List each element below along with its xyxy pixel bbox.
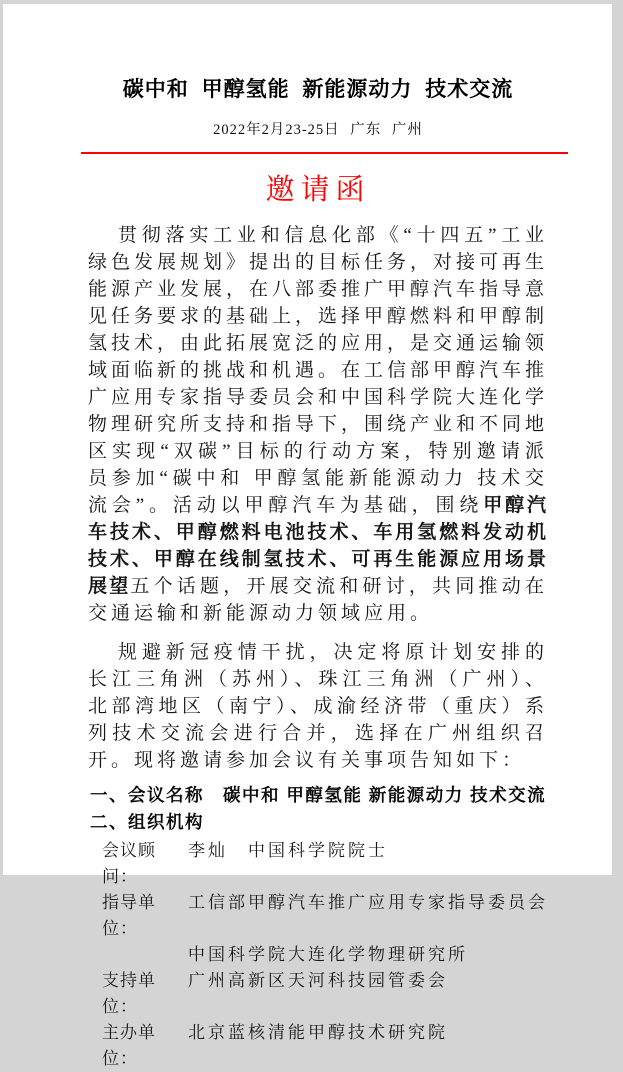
org-label: 指导单位： bbox=[102, 893, 156, 938]
date-location: 2022年2月23-25日 广东 广州 bbox=[213, 122, 423, 138]
org-value: 广州高新区天河科技园管委会 bbox=[188, 971, 448, 990]
org-label: 支持单位： bbox=[102, 971, 156, 1016]
letter-heading: 邀请函 bbox=[265, 174, 371, 206]
org-label bbox=[102, 942, 188, 968]
paragraph-overview-lead: 贯彻落实工业和信息化部《“十四五”工业绿色发展规划》提出的目标任务，对接可再生能源产业发展，在八部委推广甲醇汽车指导意见任务要求的基础上，选择甲醇燃料和甲醇制氢技术，由此拓展宽泛的应用，是交通运输领域面临新的挑战和机遇。在工信部甲醇汽车推广应用专家指导委员会和中国科学院大连化学物理研究所支持和指导下，围绕产业和不同地区实现“双碳”目标的行动方案，特别邀请派员参加“碳中和 甲醇氢能新能源动力 技术交流会”。活动以甲醇汽车为基础，围绕 bbox=[88, 225, 549, 516]
conference-title: 碳中和 甲醇氢能 新能源动力 技术交流 bbox=[122, 78, 514, 101]
paragraph-overview bbox=[88, 222, 548, 627]
section-2-organization: 二、组织机构 bbox=[90, 812, 204, 832]
org-row-host-unit bbox=[102, 1020, 548, 1072]
org-label: 主办单位： bbox=[102, 1023, 156, 1068]
org-row-guidance-unit bbox=[102, 890, 548, 942]
organization-list bbox=[102, 838, 548, 1072]
red-divider-line bbox=[81, 152, 568, 154]
topics-bold-text: 甲醇汽车技术、甲醇燃料电池技术、车用氢燃料发动机技术、甲醇在线制氢技术、可再生能源应用场景展望 bbox=[88, 495, 548, 597]
org-row-guidance-unit-2 bbox=[102, 942, 548, 968]
paragraph-logistics: 规避新冠疫情干扰，决定将原计划安排的长江三角洲（苏州）、珠江三角洲（广州）、北部湾地区（南宁）、成渝经济带（重庆）系列技术交流会进行合并，选择在广州组织召开。现将邀请参加会议有关事项告知如下： bbox=[88, 642, 548, 771]
document-page bbox=[3, 4, 612, 1068]
org-row-support-unit bbox=[102, 968, 548, 1020]
org-value: 工信部甲醇汽车推广应用专家指导委员会 bbox=[188, 893, 548, 912]
section-1-meeting-name: 一、会议名称 碳中和 甲醇氢能 新能源动力 技术交流 bbox=[90, 785, 547, 805]
section-headings bbox=[88, 782, 548, 836]
org-value: 北京蓝核清能甲醇技术研究院 bbox=[188, 1023, 448, 1042]
org-value: 中国科学院大连化学物理研究所 bbox=[188, 945, 468, 964]
org-label: 会议顾问： bbox=[102, 841, 156, 886]
org-value: 李灿 中国科学院院士 bbox=[188, 841, 388, 860]
paragraph-overview-tail: 五个话题，开展交流和研讨，共同推动在交通运输和新能源动力领域应用。 bbox=[88, 576, 548, 624]
org-row-advisor bbox=[102, 838, 548, 890]
